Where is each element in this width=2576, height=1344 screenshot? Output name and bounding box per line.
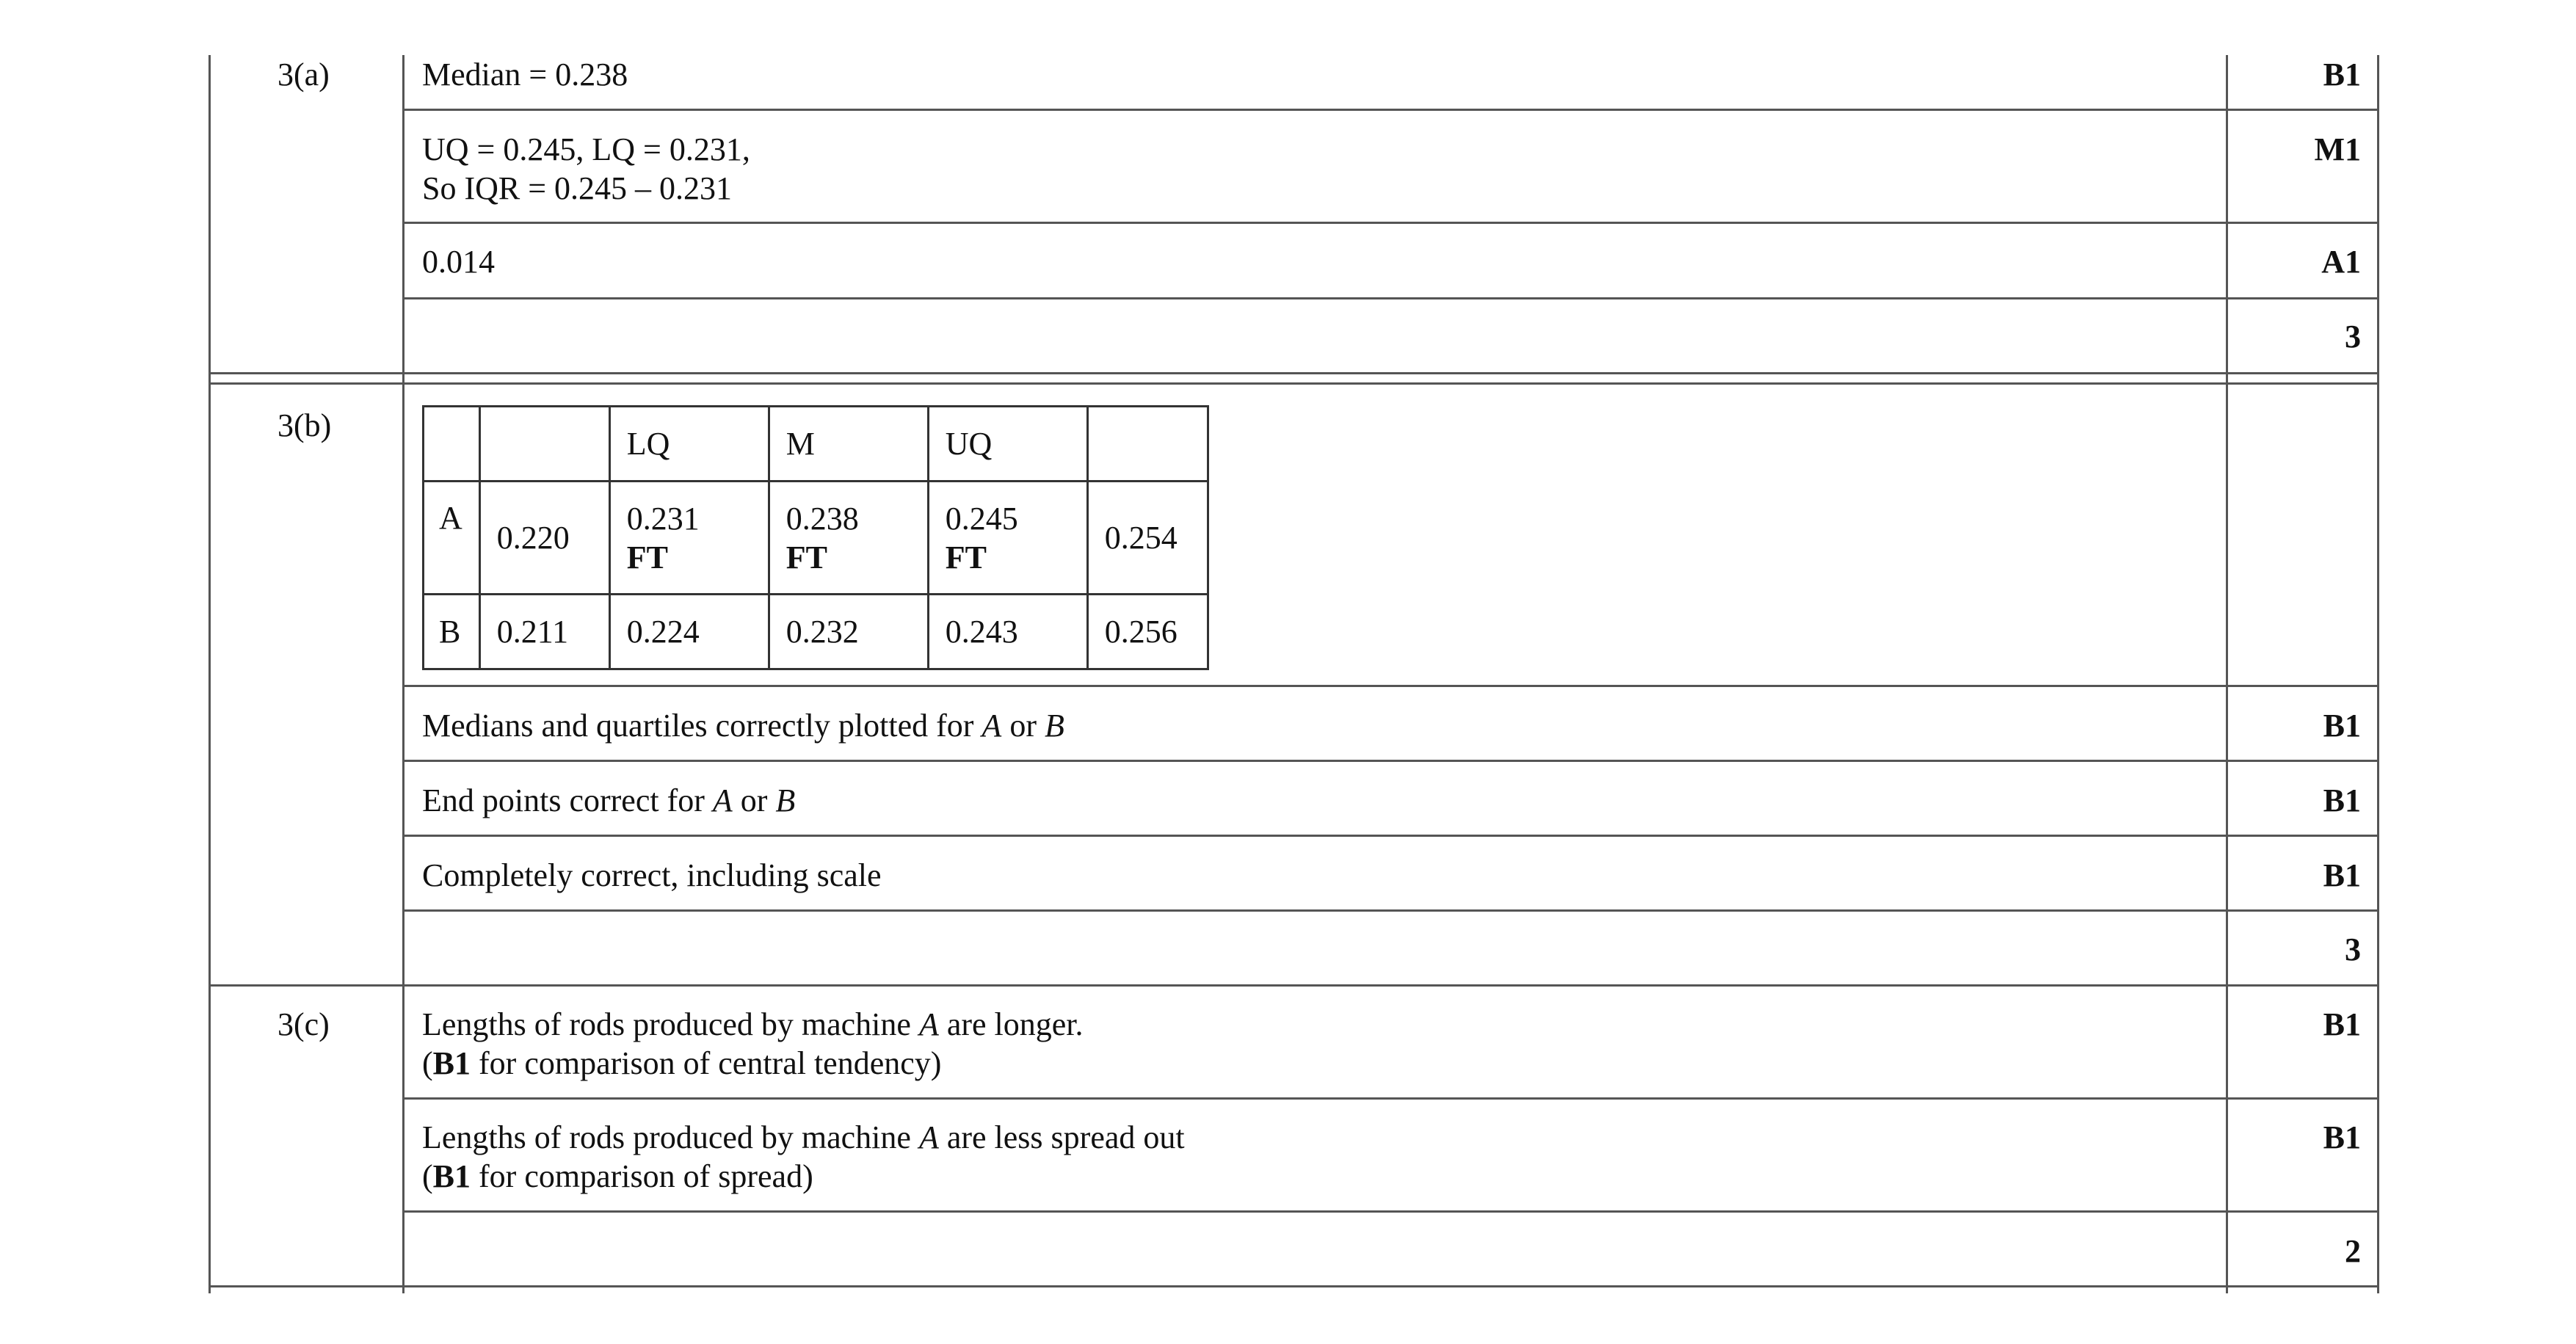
a-uq-cell — [928, 482, 1087, 595]
section-divider — [208, 372, 2379, 374]
mark-m1: M1 — [2314, 131, 2361, 167]
follow-through-label: FT — [945, 539, 987, 575]
b-uq-value: 0.243 — [928, 595, 1087, 669]
answer-text: are less spread out — [938, 1119, 1185, 1155]
criterion-end-points — [422, 781, 795, 820]
bottom-border — [208, 1285, 2379, 1287]
question-label-3b: 3(b) — [277, 407, 332, 443]
mark-b1: B1 — [2323, 1119, 2361, 1155]
answer-quartiles: UQ = 0.245, LQ = 0.231, — [422, 131, 750, 167]
criterion-text: or — [732, 782, 776, 818]
total-marks-3a: 3 — [2345, 319, 2361, 355]
row-divider — [402, 835, 2379, 837]
machine-a-label: A — [982, 708, 1002, 744]
criterion-completely-correct: Completely correct, including scale — [422, 857, 882, 893]
header-median: M — [769, 407, 928, 482]
mark-b1: B1 — [2323, 1006, 2361, 1042]
follow-through-label: FT — [786, 539, 828, 575]
row-label-b: B — [424, 595, 480, 669]
criterion-text: Medians and quartiles correctly plotted for — [422, 708, 982, 744]
question-column-divider — [402, 55, 404, 1293]
header-lq: LQ — [609, 407, 769, 482]
criterion-text: End points correct for — [422, 782, 713, 818]
header-uq: UQ — [928, 407, 1087, 482]
machine-a-label: A — [918, 1119, 939, 1155]
bracket: ( — [422, 1045, 433, 1081]
mark-code: B1 — [432, 1045, 471, 1081]
b-min-value: 0.211 — [479, 595, 609, 669]
table-row-a — [424, 482, 1208, 595]
b-median-value: 0.232 — [769, 595, 928, 669]
follow-through-label: FT — [626, 539, 669, 575]
row-divider — [402, 1097, 2379, 1100]
mark-b1: B1 — [2323, 708, 2361, 744]
a-lq-value: 0.231 — [626, 500, 700, 537]
left-border — [208, 55, 211, 1293]
row-divider — [402, 109, 2379, 111]
row-divider — [402, 1210, 2379, 1213]
total-marks-3b: 3 — [2345, 931, 2361, 967]
table-cell — [1087, 407, 1208, 482]
row-divider — [402, 909, 2379, 912]
machine-b-label: B — [1044, 708, 1064, 744]
a-median-cell — [769, 482, 928, 595]
answer-central-tendency — [422, 1005, 1084, 1044]
mark-code: B1 — [432, 1158, 471, 1194]
criterion-quartiles-plotted — [422, 706, 1064, 745]
mark-b1: B1 — [2323, 782, 2361, 818]
total-marks-3c: 2 — [2345, 1233, 2361, 1269]
mark-b1: B1 — [2323, 857, 2361, 893]
criterion-text: or — [1001, 708, 1045, 744]
a-min-value: 0.220 — [479, 482, 609, 595]
guidance-spread — [422, 1157, 813, 1196]
section-divider — [208, 382, 2379, 385]
a-uq-value: 0.245 — [945, 500, 1018, 537]
machine-a-label: A — [918, 1006, 939, 1042]
mark-b1: B1 — [2323, 57, 2361, 92]
question-label-3c: 3(c) — [277, 1006, 330, 1042]
box-plot-summary-table — [422, 405, 1209, 670]
section-divider — [208, 984, 2379, 987]
a-lq-cell — [609, 482, 769, 595]
bracket: ( — [422, 1158, 433, 1194]
row-divider — [402, 222, 2379, 224]
guidance-text: for comparison of central tendency) — [471, 1045, 942, 1081]
table-cell — [479, 407, 609, 482]
guidance-central-tendency — [422, 1044, 941, 1083]
machine-b-label: B — [775, 782, 796, 818]
b-lq-value: 0.224 — [609, 595, 769, 669]
guidance-text: for comparison of spread) — [471, 1158, 813, 1194]
mark-a1: A1 — [2321, 244, 2361, 280]
row-divider — [402, 685, 2379, 687]
answer-median: Median = 0.238 — [422, 57, 628, 92]
answer-text: Lengths of rods produced by machine — [422, 1119, 919, 1155]
table-row-b — [424, 595, 1208, 669]
answer-iqr-value: 0.014 — [422, 244, 495, 280]
answer-iqr-working: So IQR = 0.245 – 0.231 — [422, 170, 733, 206]
row-label-a: A — [424, 482, 480, 595]
table-cell — [424, 407, 480, 482]
marks-column-divider — [2226, 55, 2228, 1293]
machine-a-label: A — [712, 782, 733, 818]
row-divider — [402, 297, 2379, 299]
answer-spread — [422, 1118, 1185, 1157]
answer-text: Lengths of rods produced by machine — [422, 1006, 919, 1042]
answer-text: are longer. — [938, 1006, 1084, 1042]
right-border — [2377, 55, 2379, 1293]
row-divider — [402, 760, 2379, 762]
b-max-value: 0.256 — [1087, 595, 1208, 669]
a-median-value: 0.238 — [786, 500, 859, 537]
question-label-3a: 3(a) — [277, 57, 330, 92]
a-max-value: 0.254 — [1087, 482, 1208, 595]
table-header-row — [424, 407, 1208, 482]
